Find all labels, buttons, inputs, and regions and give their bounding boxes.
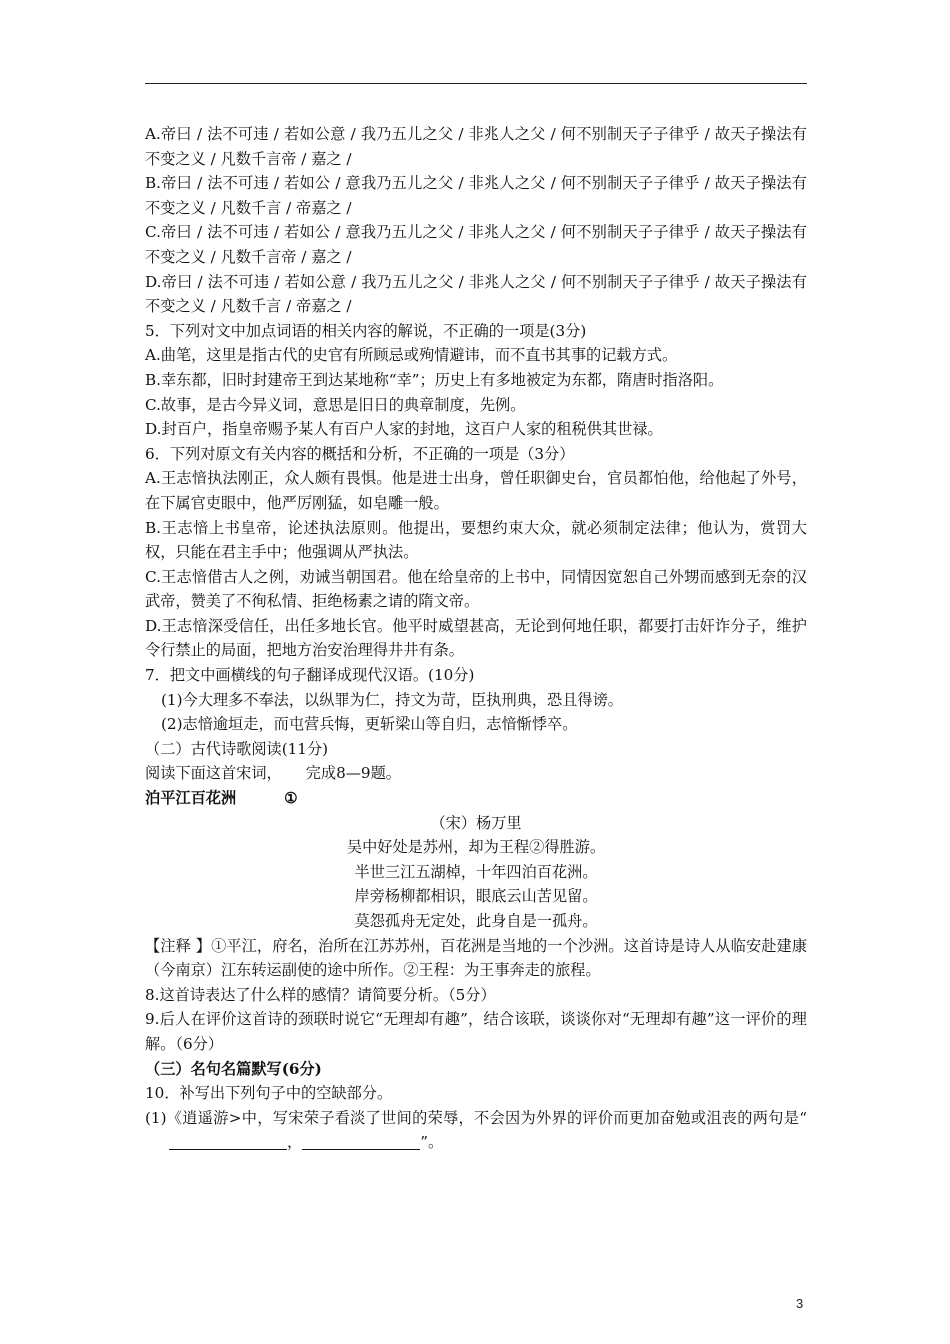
q6-stem: 6．下列对原文有关内容的概括和分析，不正确的一项是（3分） <box>145 444 575 463</box>
section-2-intro <box>145 761 807 786</box>
q5-option-a: A.曲笔，这里是指古代的史官有所顾忌或殉情避讳，而不直书其事的记载方式。 <box>145 346 678 365</box>
poem-note <box>145 934 807 983</box>
q10-close-quote: ”。 <box>420 1133 444 1152</box>
q10-stem: 10．补写出下列句子中的空缺部分。 <box>145 1084 393 1103</box>
q10-item-1-text: (1)《逍遥游>中，写宋荣子看淡了世间的荣辱，不会因为外界的评价而更加奋勉或沮丧的两句是“ <box>145 1108 807 1127</box>
page-number: 3 <box>796 1296 804 1311</box>
poem-line-2: 半世三江五湖棹，十年四泊百花洲。 <box>354 862 598 881</box>
q10-item-1 <box>145 1106 807 1155</box>
q4-option-d: D.帝曰 / 法不可违 / 若如公意 / 我乃五儿之父 / 非兆人之父 / 何不别制天子子律乎 / 故天子操法有不变之义 / 凡数千言 / 帝嘉之 / <box>145 272 807 316</box>
q6-option-c: C.王志愔借古人之例，劝诫当朝国君。他在给皇帝的上书中，同情因宽恕自己外甥而感到无奈的汉武帝，赞美了不徇私情、拒绝杨素之请的隋文帝。 <box>145 567 807 611</box>
q6-option-a: A.王志愔执法刚正，众人颇有畏惧。他是进士出身，曾任职御史台，官员都怕他，给他起了外号，在下属官吏眼中，他严厉刚猛，如皂雕一般。 <box>145 469 807 512</box>
poem-author: （宋）杨万里 <box>430 813 522 832</box>
q6-option-d: D.王志愔深受信任，出任多地长官。他平时威望甚高，无论到何地任职，都要打击奸诈分子，维护令行禁止的局面，把地方治安治理得井井有条。 <box>145 616 807 660</box>
section-2-heading: （二）古代诗歌阅读(11分) <box>145 739 329 758</box>
q4-option-c: C.帝曰 / 法不可违 / 若如公 / 意我乃五儿之父 / 非兆人之父 / 何不别制天子子律乎 / 故天子操法有不变之义 / 凡数千言帝 / 嘉之 / <box>145 223 807 266</box>
q4-option-b: B.帝曰 / 法不可违 / 若如公 / 意我乃五儿之父 / 非兆人之父 / 何不别制天子子律乎 / 故天子操法有不变之义 / 凡数千言 / 帝嘉之 / <box>145 174 807 217</box>
q5-option-d: D.封百户，指皇帝赐予某人有百户人家的封地，这百户人家的租税供其世禄。 <box>145 420 663 439</box>
q4-option-a: A.帝曰 / 法不可违 / 若如公意 / 我乃五儿之父 / 非兆人之父 / 何不别制天子子律乎 / 故天子操法有不变之义 / 凡数千言帝 / 嘉之 / <box>145 125 807 168</box>
q5-option-b: B.幸东都，旧时封建帝王到达某地称“幸”；历史上有多地被定为东都，隋唐时指洛阳。 <box>145 370 724 389</box>
poem-note-text: ①平江，府名，治所在江苏苏州，百花洲是当地的一个沙洲。这首诗是诗人从临安赴建康（今南京）江东转运副使的途中所作。②王程：为王事奔走的旅程。 <box>145 936 808 980</box>
q8: 8.这首诗表达了什么样的感情？请简要分析。（5分） <box>145 985 496 1004</box>
q9: 9.后人在评价这首诗的颈联时说它“无理却有趣”，结合该联，谈谈你对“无理却有趣”这一评价的理解。（6分） <box>145 1010 807 1053</box>
q7-item-2: (2)志愔逾垣走，而屯营兵悔，更斩梁山等自归，志愔惭悸卒。 <box>161 715 578 734</box>
answer-blank-2[interactable] <box>302 1133 420 1150</box>
page-content <box>145 122 807 1155</box>
poem-title-line <box>145 786 807 811</box>
section-3-heading: （三）名句名篇默写(6分) <box>145 1059 322 1078</box>
poem-title: 泊平江百花洲 <box>145 789 237 808</box>
poem-note-label: 【注释 】 <box>145 936 212 955</box>
q7-stem: 7．把文中画横线的句子翻译成现代汉语。(10分) <box>145 666 475 685</box>
q10-comma: ， <box>287 1133 303 1152</box>
q6-option-b: B.王志愔上书皇帝，论述执法原则。他提出，要想约束大众，就必须制定法律；他认为，赏罚大权，只能在君主手中；他强调从严执法。 <box>145 518 807 562</box>
answer-blank-1[interactable] <box>169 1133 287 1150</box>
poem-line-1: 吴中好处是苏州，却为王程②得胜游。 <box>346 838 606 857</box>
q5-stem: 5．下列对文中加点词语的相关内容的解说，不正确的一项是(3分) <box>145 321 587 340</box>
q5-option-c: C.故事，是古今异义词，意思是旧日的典章制度，先例。 <box>145 395 526 414</box>
poem-line-3: 岸旁杨柳都相识，眼底云山苦见留。 <box>354 887 598 906</box>
poem-title-mark: ① <box>284 789 298 808</box>
header-rule <box>145 83 807 84</box>
poem-line-4: 莫怨孤舟无定处，此身自是一孤舟。 <box>354 912 598 930</box>
section-2-intro-a: 阅读下面这首宋词， <box>145 764 282 783</box>
section-2-intro-b: 完成8—9题。 <box>305 764 401 783</box>
q7-item-1: (1)今大理多不奉法，以纵罪为仁，持文为苛，臣执刑典，恐且得谤。 <box>161 690 623 709</box>
